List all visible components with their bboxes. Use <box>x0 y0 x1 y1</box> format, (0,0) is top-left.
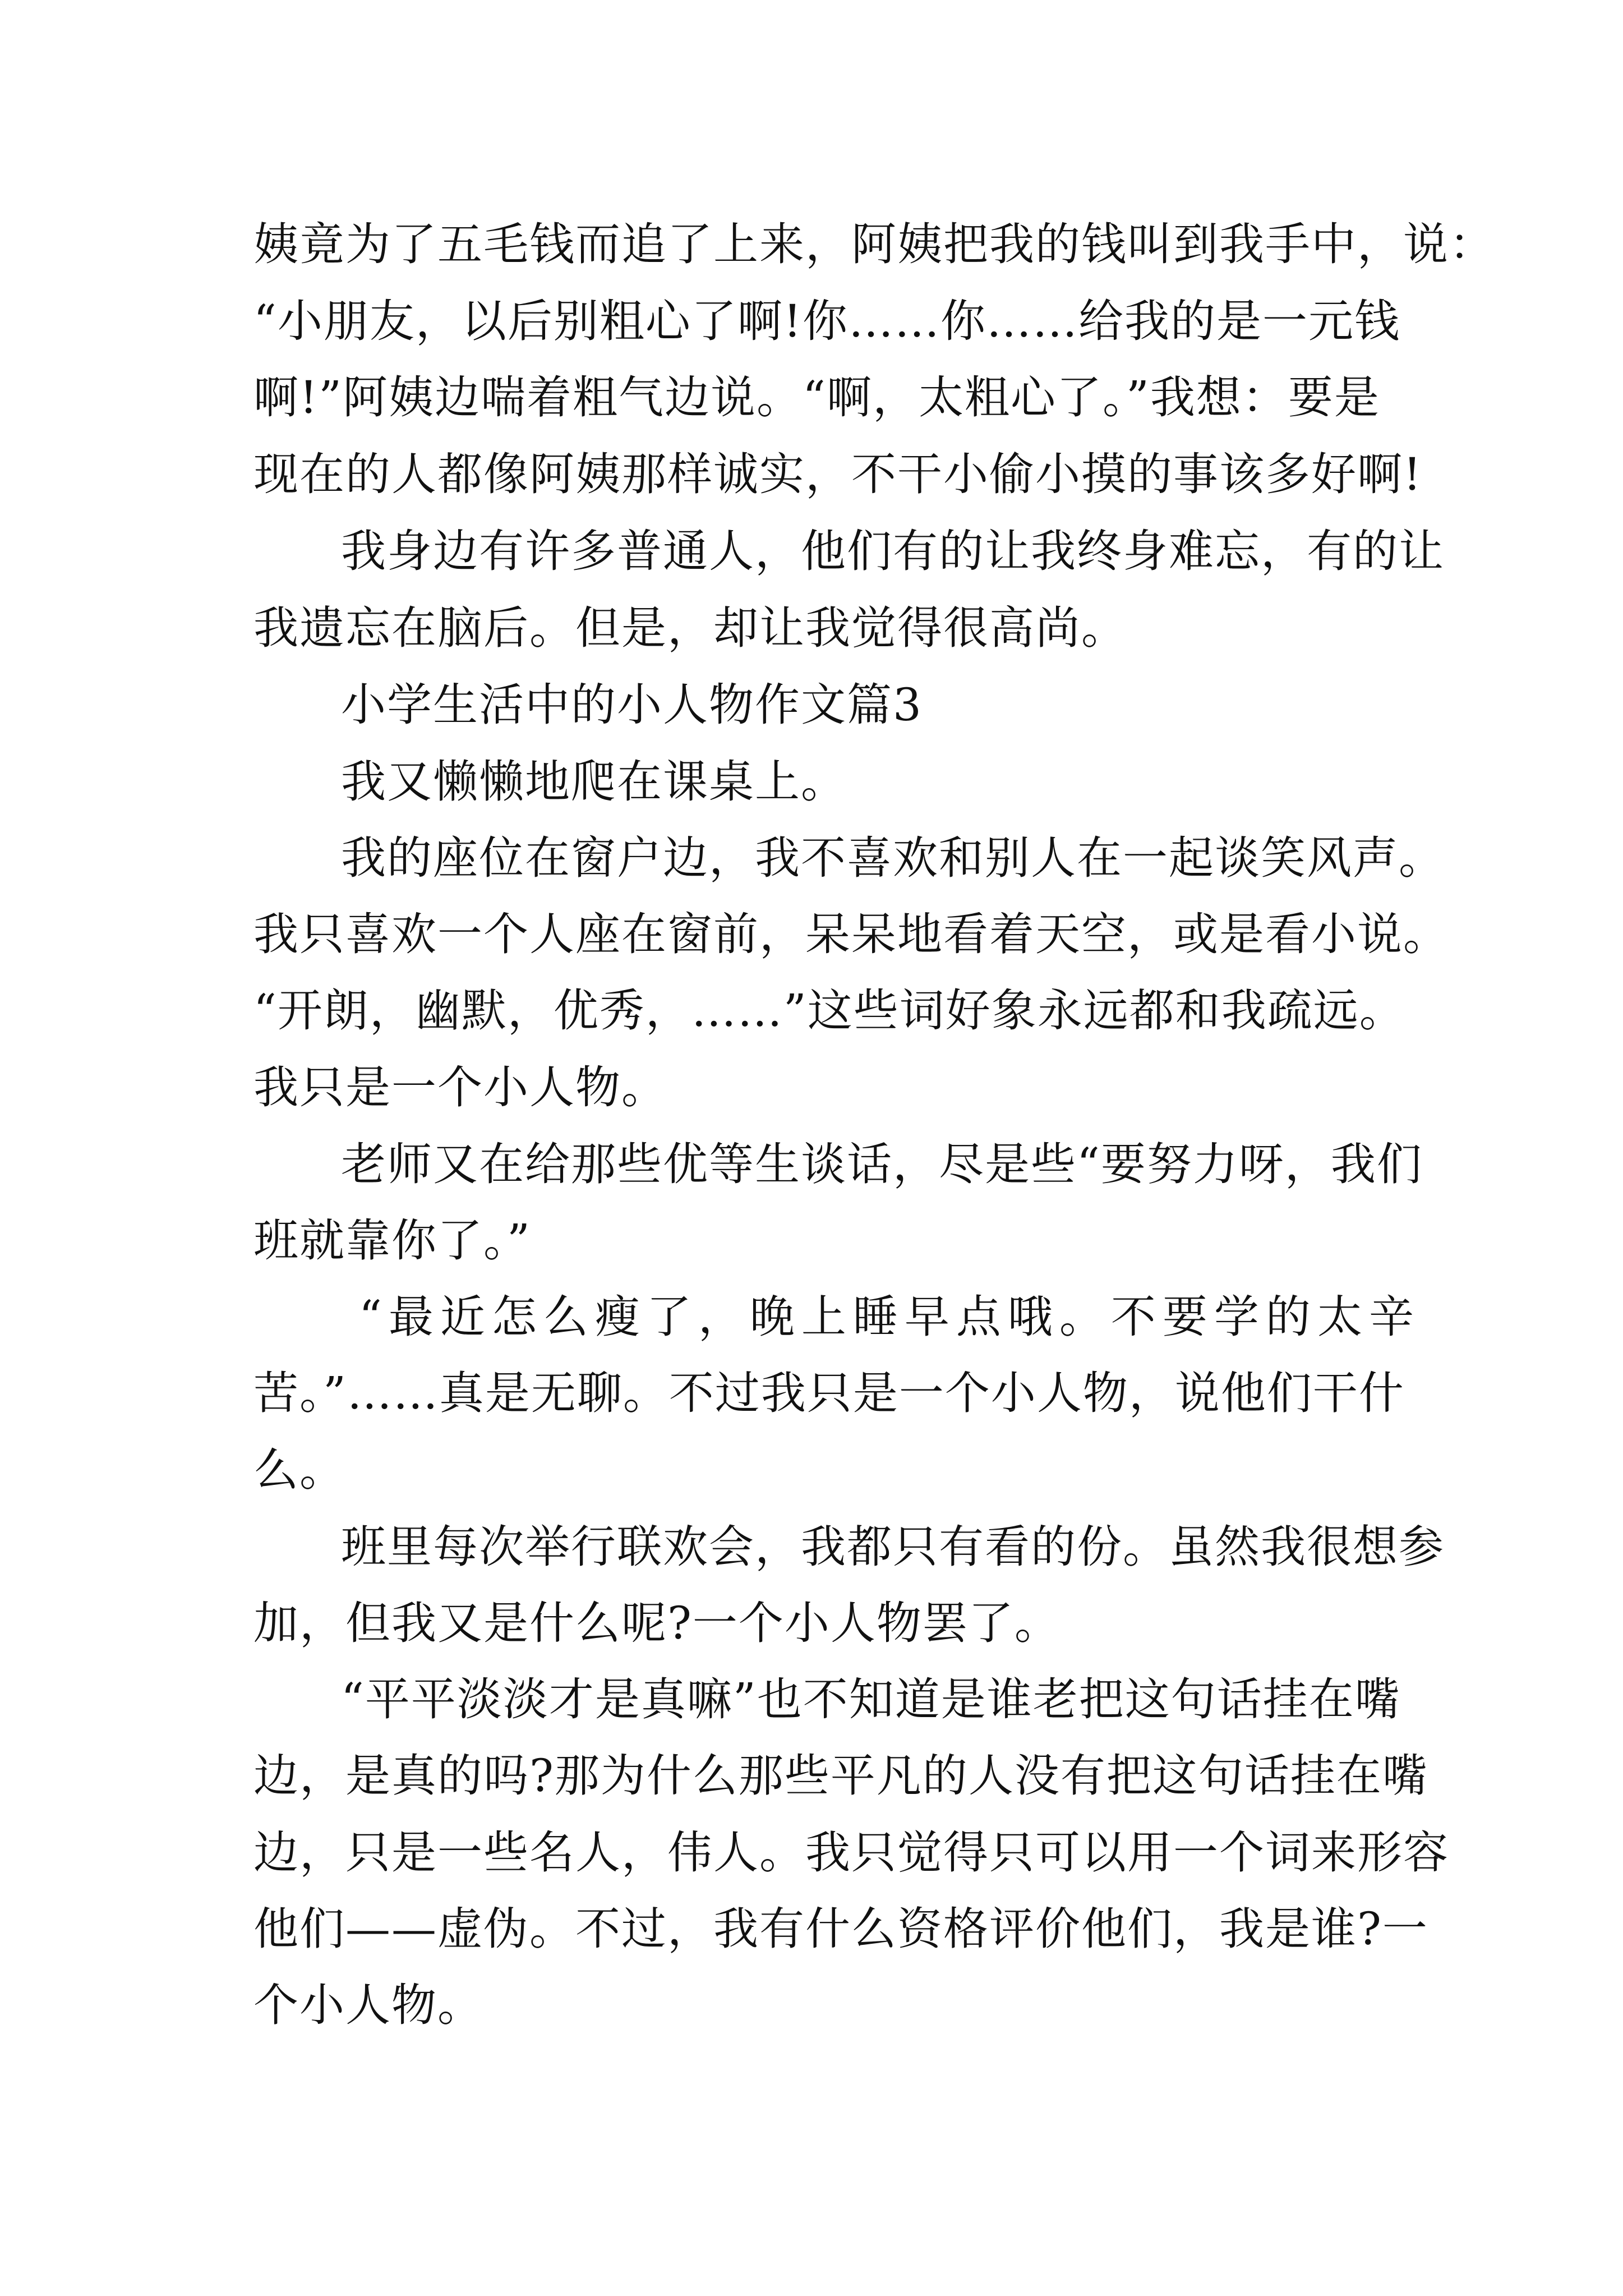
text-line: 班就靠你了。” <box>253 1214 531 1267</box>
text-line: 他们——虚伪。不过，我有什么资格评价他们，我是谁?一 <box>253 1903 1428 1955</box>
text-line: 我只是一个小人物。 <box>253 1061 667 1114</box>
text-line: 么。 <box>253 1444 345 1496</box>
text-line: 我只喜欢一个人座在窗前，呆呆地看着天空，或是看小说。 <box>253 908 1449 960</box>
text-line: 老师又在给那些优等生谈话，尽是些“要努力呀，我们 <box>341 1138 1423 1190</box>
text-line: 啊!”阿姨边喘着粗气边说。“啊，太粗心了。”我想：要是 <box>253 371 1380 424</box>
text-line: “小朋友，以后别粗心了啊!你……你……给我的是一元钱 <box>253 295 1401 347</box>
text-line: 我又懒懒地爬在课桌上。 <box>341 756 847 808</box>
text-line: “平平淡淡才是真嘛”也不知道是谁老把这句话挂在嘴 <box>341 1673 1401 1726</box>
text-line: 我身边有许多普通人，他们有的让我终身难忘，有的让 <box>341 525 1445 577</box>
text-line: “开朗，幽默，优秀，……”这些词好象永远都和我疏远。 <box>253 984 1405 1037</box>
text-line: 姨竟为了五毛钱而追了上来，阿姨把我的钱叫到我手中，说： <box>253 218 1495 270</box>
text-line: “最近怎么瘦了，晚上睡早点哦。不要学的太辛 <box>359 1291 1421 1343</box>
section-heading: 小学生活中的小人物作文篇3 <box>341 679 923 731</box>
text-line: 我遗忘在脑后。但是，却让我觉得很高尚。 <box>253 602 1127 654</box>
text-line: 苦。”……真是无聊。不过我只是一个小人物，说他们干什 <box>253 1367 1405 1419</box>
text-line: 边，是真的吗?那为什么那些平凡的人没有把这句话挂在嘴 <box>253 1750 1428 1802</box>
text-line: 加，但我又是什么呢?一个小人物罢了。 <box>253 1597 1061 1649</box>
text-line: 个小人物。 <box>253 1979 483 2031</box>
text-line: 我的座位在窗户边，我不喜欢和别人在一起谈笑风声。 <box>341 832 1445 884</box>
text-line: 班里每次举行联欢会，我都只有看的份。虽然我很想参 <box>341 1521 1445 1573</box>
text-line: 现在的人都像阿姨那样诚实，不干小偷小摸的事该多好啊! <box>253 448 1423 500</box>
text-line: 边，只是一些名人，伟人。我只觉得只可以用一个词来形容 <box>253 1826 1449 1879</box>
